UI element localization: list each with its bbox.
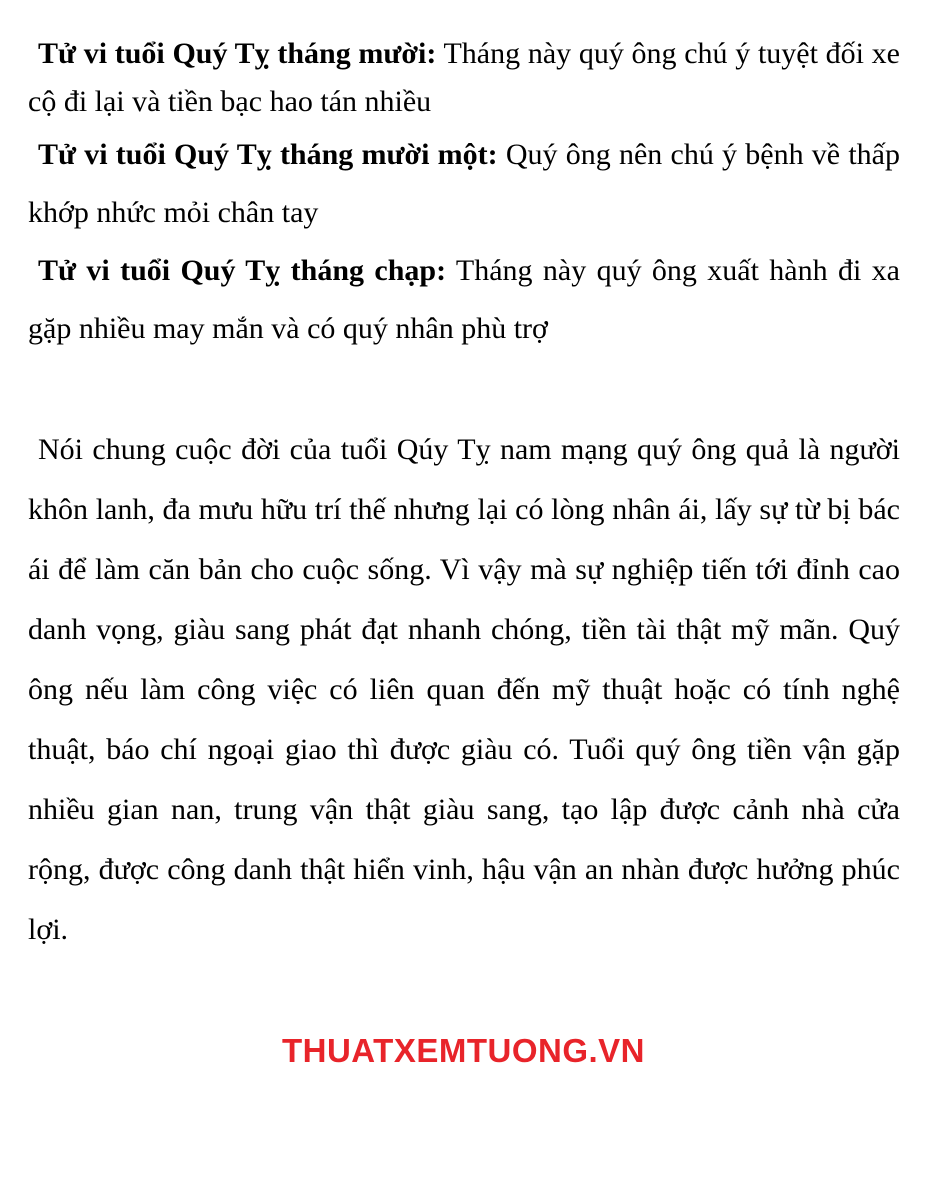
month-entry-11 xyxy=(28,126,900,242)
month-entry-10 xyxy=(28,30,900,126)
entry-heading: Tử vi tuổi Quý Tỵ tháng mười: xyxy=(38,37,437,70)
summary-text: Nói chung cuộc đời của tuổi Qúy Tỵ nam mạng quý ông quả là người khôn lanh, đa mưu hữu trí thế nhưng lại có lòng nhân ái, lấy sự từ bị bác ái để làm căn bản cho cuộc sống. Vì vậy mà sự nghiệp tiến tới đỉnh cao danh vọng, giàu sang phát đạt nhanh chóng, tiền tài thật mỹ mãn. Quý ông nếu làm công việc có liên quan đến mỹ thuật hoặc có tính nghệ thuật, báo chí ngoại giao thì được giàu có. Tuổi quý ông tiền vận gặp nhiều gian nan, trung vận thật giàu sang, tạo lập được cảnh nhà cửa rộng, được công danh thật hiển vinh, hậu vận an nhàn được hưởng phúc lợi. xyxy=(28,433,900,946)
month-entry-12 xyxy=(28,242,900,358)
document-page xyxy=(28,30,900,960)
entry-text: Quý ông nên chú ý bệnh về thấp khớp nhức mỏi chân tay xyxy=(28,138,900,229)
entry-heading: Tử vi tuổi Quý Tỵ tháng chạp: xyxy=(38,254,447,287)
entry-text: Tháng này quý ông chú ý tuyệt đối xe cộ đi lại và tiền bạc hao tán nhiều xyxy=(28,37,900,118)
entry-text: Tháng này quý ông xuất hành đi xa gặp nhiều may mắn và có quý nhân phù trợ xyxy=(28,254,900,345)
site-watermark: THUATXEMTUONG.VN xyxy=(281,1032,646,1069)
summary-paragraph xyxy=(28,420,900,960)
entry-heading: Tử vi tuổi Quý Tỵ tháng mười một: xyxy=(38,138,498,171)
